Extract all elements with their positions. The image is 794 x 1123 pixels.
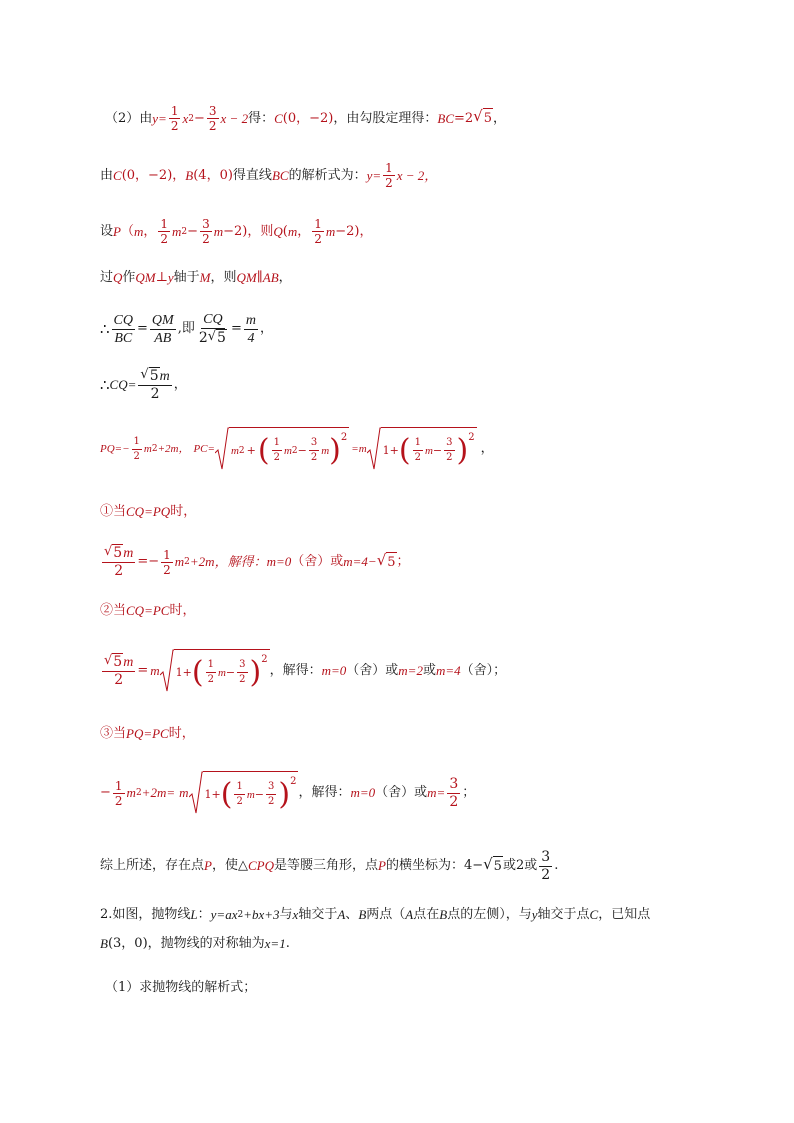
- fraction: $\frac{1}{2}$: [314, 217, 322, 246]
- root-sign: [215, 427, 229, 471]
- fraction: √ 5 m 2: [104, 544, 134, 579]
- math: BC: [271, 167, 289, 183]
- fraction: $\frac{3}{2}$: [202, 217, 210, 246]
- math: −: [193, 110, 205, 126]
- fraction: $\frac{3}{2}$: [310, 437, 318, 463]
- text: 的解析式为：: [288, 167, 367, 183]
- text: 由: [100, 167, 114, 183]
- superscript: 2: [188, 113, 194, 124]
- fraction: $\frac{1}{2}$: [170, 104, 179, 133]
- square-root: √ 5: [377, 552, 397, 573]
- case-2-heading: ②当 CQ=PC 时，: [100, 603, 196, 618]
- question-2-part-1: （1）求抛物线的解析式；: [105, 980, 257, 995]
- fraction: $\frac{3}{2}$: [267, 781, 275, 807]
- fraction: $\frac{1}{2}$: [273, 437, 280, 463]
- ratio-line: ∴ $\frac{CQ}{BC}$ = $\frac{QM}{AB}$ ,即 CQ 2 √ 5 = $\frac{m}{4}$ ，: [100, 312, 274, 346]
- math: y=: [366, 167, 382, 183]
- square-root: 1+ ( $\frac{1}{2}$ m − $\frac{3}{2}$ ) 2: [367, 427, 477, 471]
- fraction: $\frac{1}{2}$: [414, 437, 421, 463]
- line-bc-equation: [100, 161, 437, 190]
- case-2-equation: √ 5 m 2 = m 1+ ( $\frac{1}{2}$ m − $\frac{3}{2}$ ) 2 ，解得： m=0 （舍）或 m=2 或 m=4 （舍）；: [100, 647, 506, 695]
- root-sign: [189, 771, 203, 815]
- square-root: √ 5: [473, 108, 493, 129]
- square-root: 1+ ( $\frac{1}{2}$ m − $\frac{3}{2}$ ) 2: [189, 771, 299, 815]
- fraction: $\frac{3}{2}$: [446, 437, 453, 463]
- fraction: $\frac{QM}{AB}$: [151, 312, 174, 346]
- text: 设: [100, 223, 114, 239]
- root-sign: [367, 427, 381, 471]
- fraction: $\frac{1}{2}$: [207, 659, 214, 685]
- text: 得：: [248, 110, 275, 126]
- math: (4，0): [193, 167, 233, 183]
- fraction: CQ 2 √ 5: [198, 312, 226, 346]
- fraction: $\frac{3}{2}$: [449, 775, 459, 810]
- question-2-line-2: B (3，0) ，抛物线的对称轴为 x=1 .: [100, 936, 290, 951]
- fraction: $\frac{1}{2}$: [160, 217, 169, 246]
- math: (0，−2): [282, 110, 334, 126]
- line-perpendicular: 过 Q 作 QM ⊥ y 轴于 M ，则 QM ∥ AB ，: [100, 270, 292, 285]
- pq-pc-line: PQ=− $\frac{1}{2}$ m 2 +2m， PC= m 2 + ( $\frac{1}{2}$ m 2 − $\frac{3}{2}$ m ) 2 =m 1+ ( $\frac{1}{2}$ m − $\frac{3}{2}$ ) 2 ，: [100, 426, 494, 472]
- math: =2: [454, 110, 474, 126]
- set-point-p: 设 P （ m ， $\frac{1}{2}$ m 2 − $\frac{3}{2}$ m −2)，则 Q ( m ， $\frac{1}{2}$ m −2)，: [100, 217, 373, 246]
- case-3-heading: ③当 PQ=PC 时，: [100, 726, 195, 741]
- fraction: $\frac{1}{2}$: [133, 435, 140, 462]
- text: ，: [493, 110, 507, 126]
- math: P: [113, 223, 121, 239]
- fraction: $\frac{3}{2}$: [541, 848, 551, 883]
- fraction: $\frac{1}{2}$: [236, 781, 243, 807]
- case-1-heading: ①当 CQ=PQ 时，: [100, 504, 197, 519]
- fraction: $\frac{1}{2}$: [114, 778, 123, 808]
- square-root: √ 5: [483, 856, 503, 877]
- fraction: √ 5 m 2: [104, 653, 134, 688]
- case-1-equation: √ 5 m 2 =− $\frac{1}{2}$ m 2 +2m，解得： m=0 （舍）或 m=4− √ 5 ；: [104, 544, 410, 579]
- text: 得直线: [232, 167, 272, 183]
- fraction: $\frac{1}{2}$: [385, 161, 393, 190]
- square-root: 1+ ( $\frac{1}{2}$ m − $\frac{3}{2}$ ) 2: [160, 649, 270, 693]
- math: x − 2: [220, 110, 249, 126]
- fraction: $\frac{1}{2}$: [163, 547, 171, 577]
- math: x: [182, 110, 189, 126]
- summary-line: 综上所述，存在点 P ，使△ CPQ 是等腰三角形，点 P 的横坐标为：4− √ 5 或 2 或 $\frac{3}{2}$ .: [100, 848, 559, 883]
- square-root: m 2 + ( $\frac{1}{2}$ m 2 − $\frac{3}{2}$ m ) 2: [215, 427, 349, 471]
- question-2-line-1: 2.如图，抛物线 L ： y=ax 2 +bx+3 与 x 轴交于 A 、 B 两点（ A 点在 B 点的左侧），与 y 轴交于点 C ，已知点: [100, 907, 651, 922]
- fraction: $\frac{CQ}{BC}$: [113, 312, 133, 346]
- root-sign: [160, 649, 174, 693]
- math: C: [113, 167, 122, 183]
- cq-line: ∴ CQ= √ 5 m 2 ，: [100, 367, 187, 402]
- math: C: [274, 110, 283, 126]
- fraction: $\frac{m}{4}$: [245, 312, 256, 346]
- math: B: [185, 167, 194, 183]
- fraction: $\frac{3}{2}$: [239, 659, 246, 685]
- math: x − 2，: [396, 167, 438, 183]
- text: （2）由: [105, 110, 153, 126]
- part2-line: [105, 104, 506, 133]
- math: y=: [152, 110, 167, 126]
- fraction: √ 5 m 2: [140, 367, 170, 402]
- math: BC: [437, 110, 454, 126]
- text: ，由勾股定理得：: [333, 110, 438, 126]
- math: (0，−2)，: [121, 167, 186, 183]
- case-3-equation: − $\frac{1}{2}$ m 2 +2m= m 1+ ( $\frac{1}{2}$ m − $\frac{3}{2}$ ) 2 ，解得： m=0 （舍）或 m= $\frac{3}{2}$ ；: [100, 768, 475, 818]
- fraction: $\frac{3}{2}$: [208, 104, 217, 133]
